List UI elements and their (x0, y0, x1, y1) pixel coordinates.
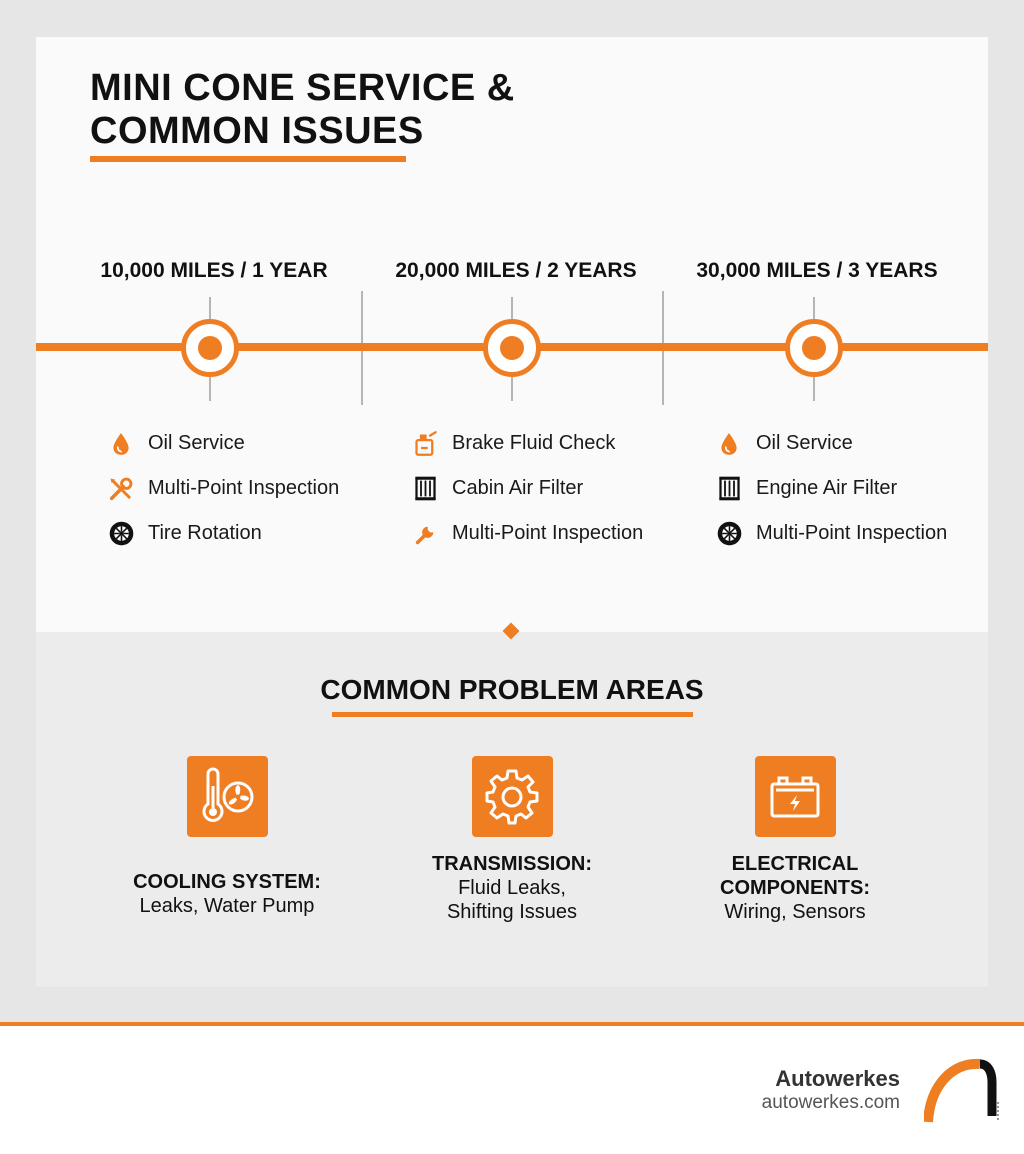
service-label: Multi-Point Inspection (452, 522, 644, 544)
footer (0, 1026, 1024, 1154)
brake-fluid-icon (410, 429, 440, 459)
autowerkes-logo-icon (924, 1056, 1002, 1131)
tools-icon (106, 474, 136, 504)
air-filter-icon (410, 474, 440, 504)
milestone-label-2: 20,000 MILES / 2 YEARS (395, 259, 637, 282)
service-list-1 (106, 421, 386, 556)
milestone-node-1 (181, 319, 239, 377)
timeline-tick (813, 377, 815, 401)
milestone-label-3: 30,000 MILES / 3 YEARS (696, 259, 938, 282)
gear-icon (472, 756, 553, 837)
oil-drop-icon (714, 429, 744, 459)
problem-name: TRANSMISSION: (432, 853, 592, 875)
tire-icon (106, 519, 136, 549)
timeline-tick (511, 377, 513, 401)
service-item (714, 421, 988, 466)
service-label: Tire Rotation (148, 522, 262, 544)
service-label: Cabin Air Filter (452, 477, 584, 499)
cooling-system-icon (187, 756, 268, 837)
service-label: Oil Service (148, 432, 245, 454)
service-list-3 (714, 421, 988, 556)
service-item (410, 466, 690, 511)
section-underline (332, 712, 693, 717)
section-title: COMMON PROBLEM AREAS (320, 674, 704, 705)
problem-item-transmission (372, 756, 652, 924)
service-item (410, 511, 690, 556)
timeline-tick (813, 297, 815, 319)
timeline-tick (209, 377, 211, 401)
page-title: MINI CONE SERVICE & COMMON ISSUES (90, 67, 515, 152)
problem-name: ELECTRICAL COMPONENTS: (720, 853, 870, 899)
service-label: Oil Service (756, 432, 853, 454)
infographic-card (36, 37, 988, 987)
problem-name: COOLING SYSTEM: (133, 871, 321, 893)
title-underline (90, 156, 406, 162)
service-item (714, 511, 988, 556)
service-label: Engine Air Filter (756, 477, 898, 499)
service-item (106, 511, 386, 556)
service-label: Brake Fluid Check (452, 432, 616, 454)
service-label: Multi-Point Inspection (756, 522, 948, 544)
brand-name: Autowerkes (775, 1066, 900, 1091)
problem-detail: Wiring, Sensors (724, 901, 866, 923)
problem-text (655, 852, 935, 924)
problem-item-cooling (87, 756, 367, 918)
timeline-tick (209, 297, 211, 319)
service-label: Multi-Point Inspection (148, 477, 340, 499)
brand-url[interactable]: autowerkes.com (761, 1092, 900, 1113)
service-list-2 (410, 421, 690, 556)
problem-item-electrical (655, 756, 935, 924)
milestone-node-2 (483, 319, 541, 377)
service-item (106, 466, 386, 511)
problem-detail: Leaks, Water Pump (139, 895, 315, 917)
milestone-node-3 (785, 319, 843, 377)
problem-detail: Fluid Leaks, Shifting Issues (446, 877, 578, 923)
tire-icon (714, 519, 744, 549)
air-filter-icon (714, 474, 744, 504)
service-item (106, 421, 386, 466)
problem-text (372, 852, 652, 924)
oil-drop-icon (106, 429, 136, 459)
timeline-tick (511, 297, 513, 319)
problem-text (87, 870, 367, 918)
service-item (714, 466, 988, 511)
service-item (410, 421, 690, 466)
wrench-icon (410, 519, 440, 549)
battery-icon (755, 756, 836, 837)
milestone-label-1: 10,000 MILES / 1 YEAR (100, 259, 328, 282)
